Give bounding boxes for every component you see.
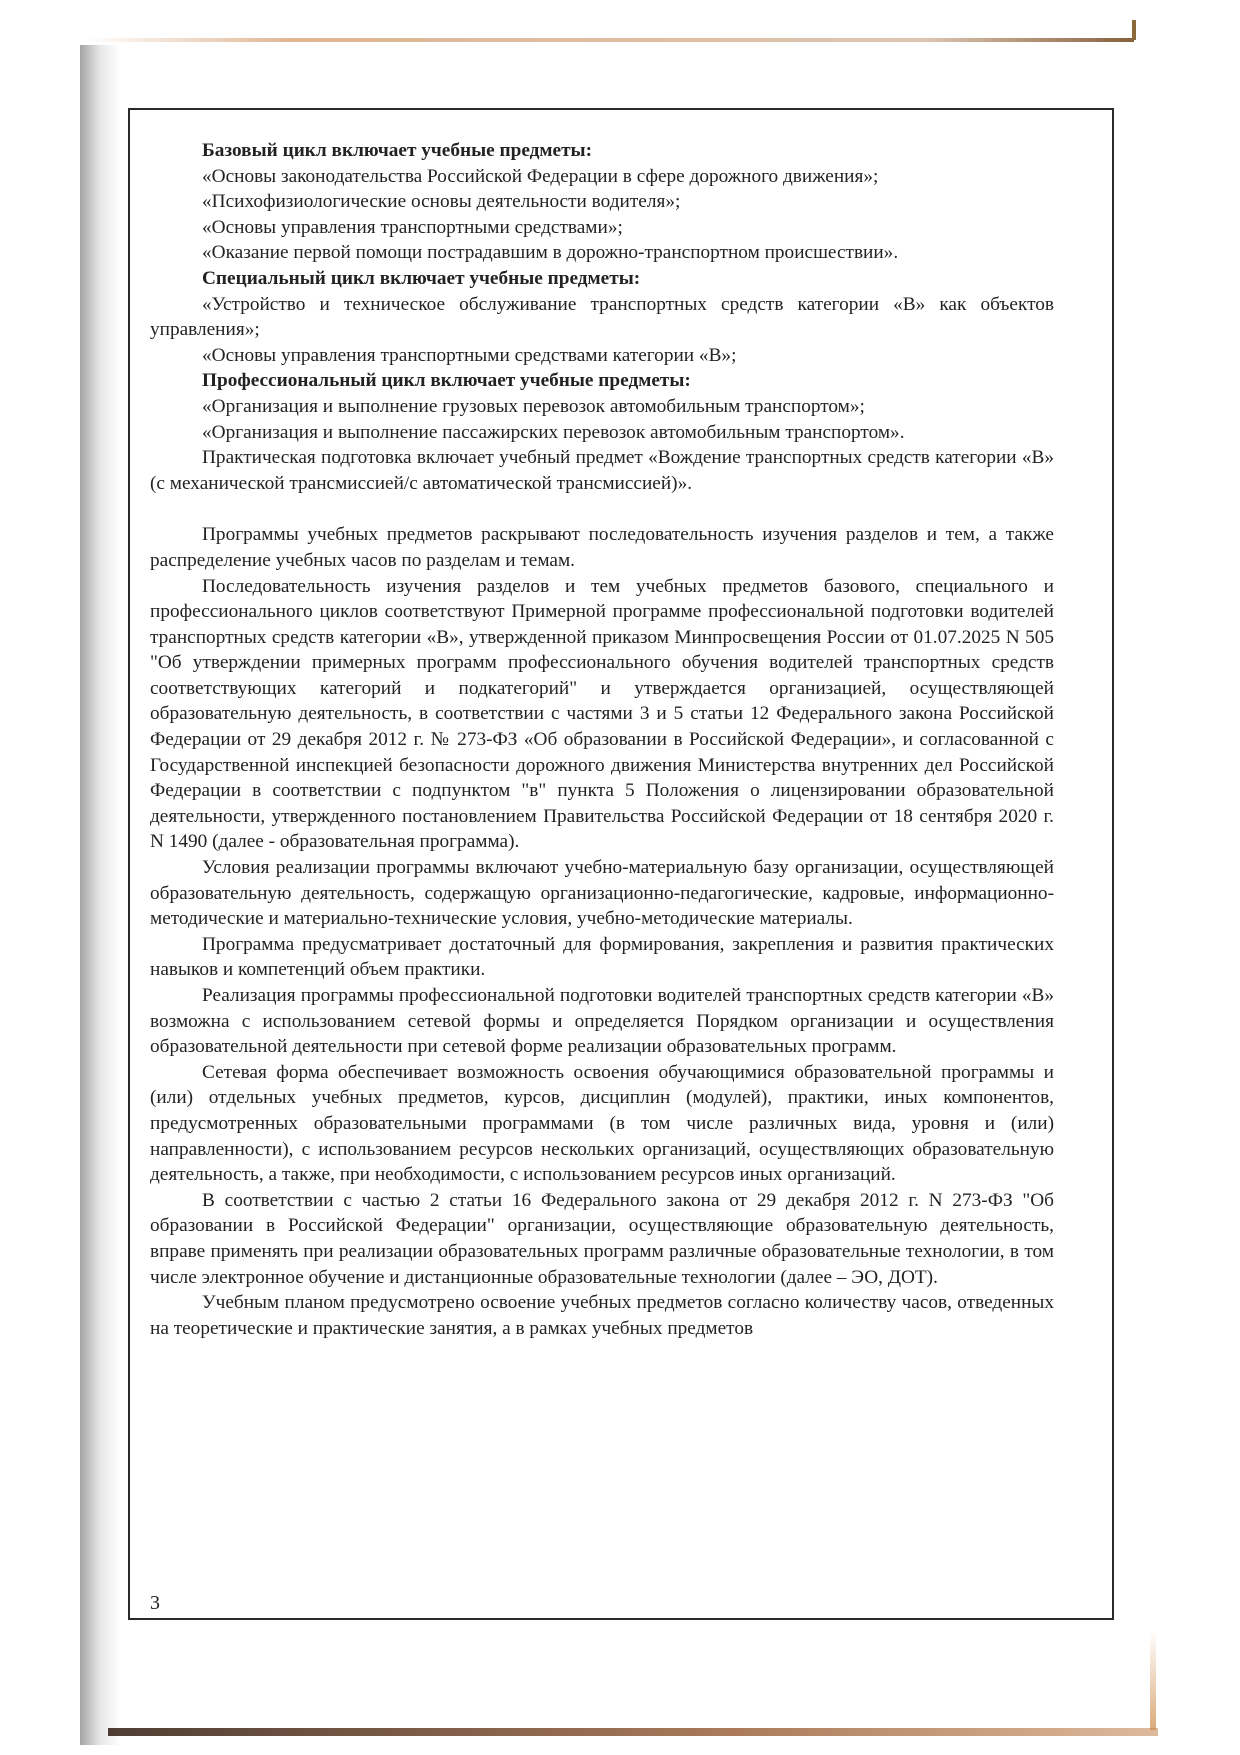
subject-item: «Устройство и техническое обслуживание транспортных средств категории «В» как объектов управления»; (150, 293, 1054, 341)
paragraph: Программы учебных предметов раскрывают последовательность изучения разделов и тем, а также распределение учебных часов по разделам и темам. (150, 524, 1054, 571)
subject-item: «Основы управления транспортными средствами категории «В»; (202, 344, 737, 366)
subject-item: «Организация и выполнение пассажирских перевозок автомобильным транспортом». (202, 421, 905, 443)
paragraph: В соответствии с частью 2 статьи 16 Федерального закона от 29 декабря 2012 г. N 273-ФЗ "Об образовании в Российской Федерации" организации, осуществляющие образовательную деятельность, вправе применять при реализации образовательных программ различные образовательные технологии, в том числе электронное обучение и дистанционные образовательные технологии (далее – ЭО, ДОТ). (150, 1189, 1054, 1288)
page-number: 3 (150, 1592, 160, 1614)
scan-right-edge (1150, 1630, 1156, 1730)
section-heading: Специальный цикл включает учебные предметы: (202, 267, 641, 289)
section-heading: Профессиональный цикл включает учебные предметы: (202, 370, 691, 392)
document-body (150, 138, 1054, 1341)
subject-item: «Основы управления транспортными средствами»; (202, 216, 623, 238)
paragraph: Условия реализации программы включают учебно-материальную базу организации, осуществляющей образовательную деятельность, содержащую организационно-педагогические, кадровые, информационно-методические и материально-технические условия, учебно-методические материалы. (150, 857, 1054, 930)
paragraph: Учебным планом предусмотрено освоение учебных предметов согласно количеству часов, отведенных на теоретические и практические занятия, а в рамках учебных предметов (150, 1292, 1054, 1339)
paragraph: Реализация программы профессиональной подготовки водителей транспортных средств категории «В» возможна с использованием сетевой формы и определяется Порядком организации и осуществления образовательной деятельности при сетевой форме реализации образовательных программ. (150, 985, 1054, 1058)
paragraph-gap (150, 496, 1054, 522)
paragraph: Последовательность изучения разделов и тем учебных предметов базового, специального и профессионального циклов соответствуют Примерной программе профессиональной подготовки водителей транспортных средств категории «В», утвержденной приказом Минпросвещения России от 01.07.2025 N 505 "Об утверждении примерных программ профессионального обучения водителей транспортных средств соответствующих категорий и подкатегорий" и утверждается организацией, осуществляющей образовательную деятельность, в соответствии с частями 3 и 5 статьи 12 Федерального закона Российской Федерации от 29 декабря 2012 г. № 273-ФЗ «Об образовании в Российской Федерации», и согласованной с Государственной инспекцией безопасности дорожного движения Министерства внутренних дел Российской Федерации в соответствии с подпунктом "в" пункта 5 Положения о лицензировании образовательной деятельности, утвержденного постановлением Правительства Российской Федерации от 18 сентября 2020 г. N 1490 (далее - образовательная программа). (150, 575, 1054, 853)
scan-corner-mark (1132, 20, 1136, 40)
paragraph: Программа предусматривает достаточный для формирования, закрепления и развития практических навыков и компетенций объем практики. (150, 933, 1054, 981)
subject-item: «Оказание первой помощи пострадавшим в дорожно-транспортном происшествии». (202, 242, 899, 264)
scan-binding-shadow (80, 45, 120, 1745)
section-heading: Базовый цикл включает учебные предметы: (202, 140, 593, 161)
subject-item: Практическая подготовка включает учебный предмет «Вождение транспортных средств категории «В» (с механической трансмиссией/с автоматической трансмиссией)». (150, 447, 1054, 494)
scan-bottom-edge (108, 1728, 1158, 1736)
subject-item: «Психофизиологические основы деятельности водителя»; (202, 191, 681, 213)
subject-item: «Основы законодательства Российской Федерации в сфере дорожного движения»; (202, 165, 879, 187)
scan-top-edge (84, 38, 1134, 42)
paragraph: Сетевая форма обеспечивает возможность освоения обучающимися образовательной программы и (или) отдельных учебных предметов, курсов, дисциплин (модулей), практики, иных компонентов, предусмотренных образовательными программами (в том числе различных вида, уровня и (или) направленности), с использованием ресурсов нескольких организаций, осуществляющих образовательную деятельность, а также, при необходимости, с использованием ресурсов иных организаций. (150, 1061, 1054, 1186)
subject-item: «Организация и выполнение грузовых перевозок автомобильным транспортом»; (202, 395, 865, 417)
